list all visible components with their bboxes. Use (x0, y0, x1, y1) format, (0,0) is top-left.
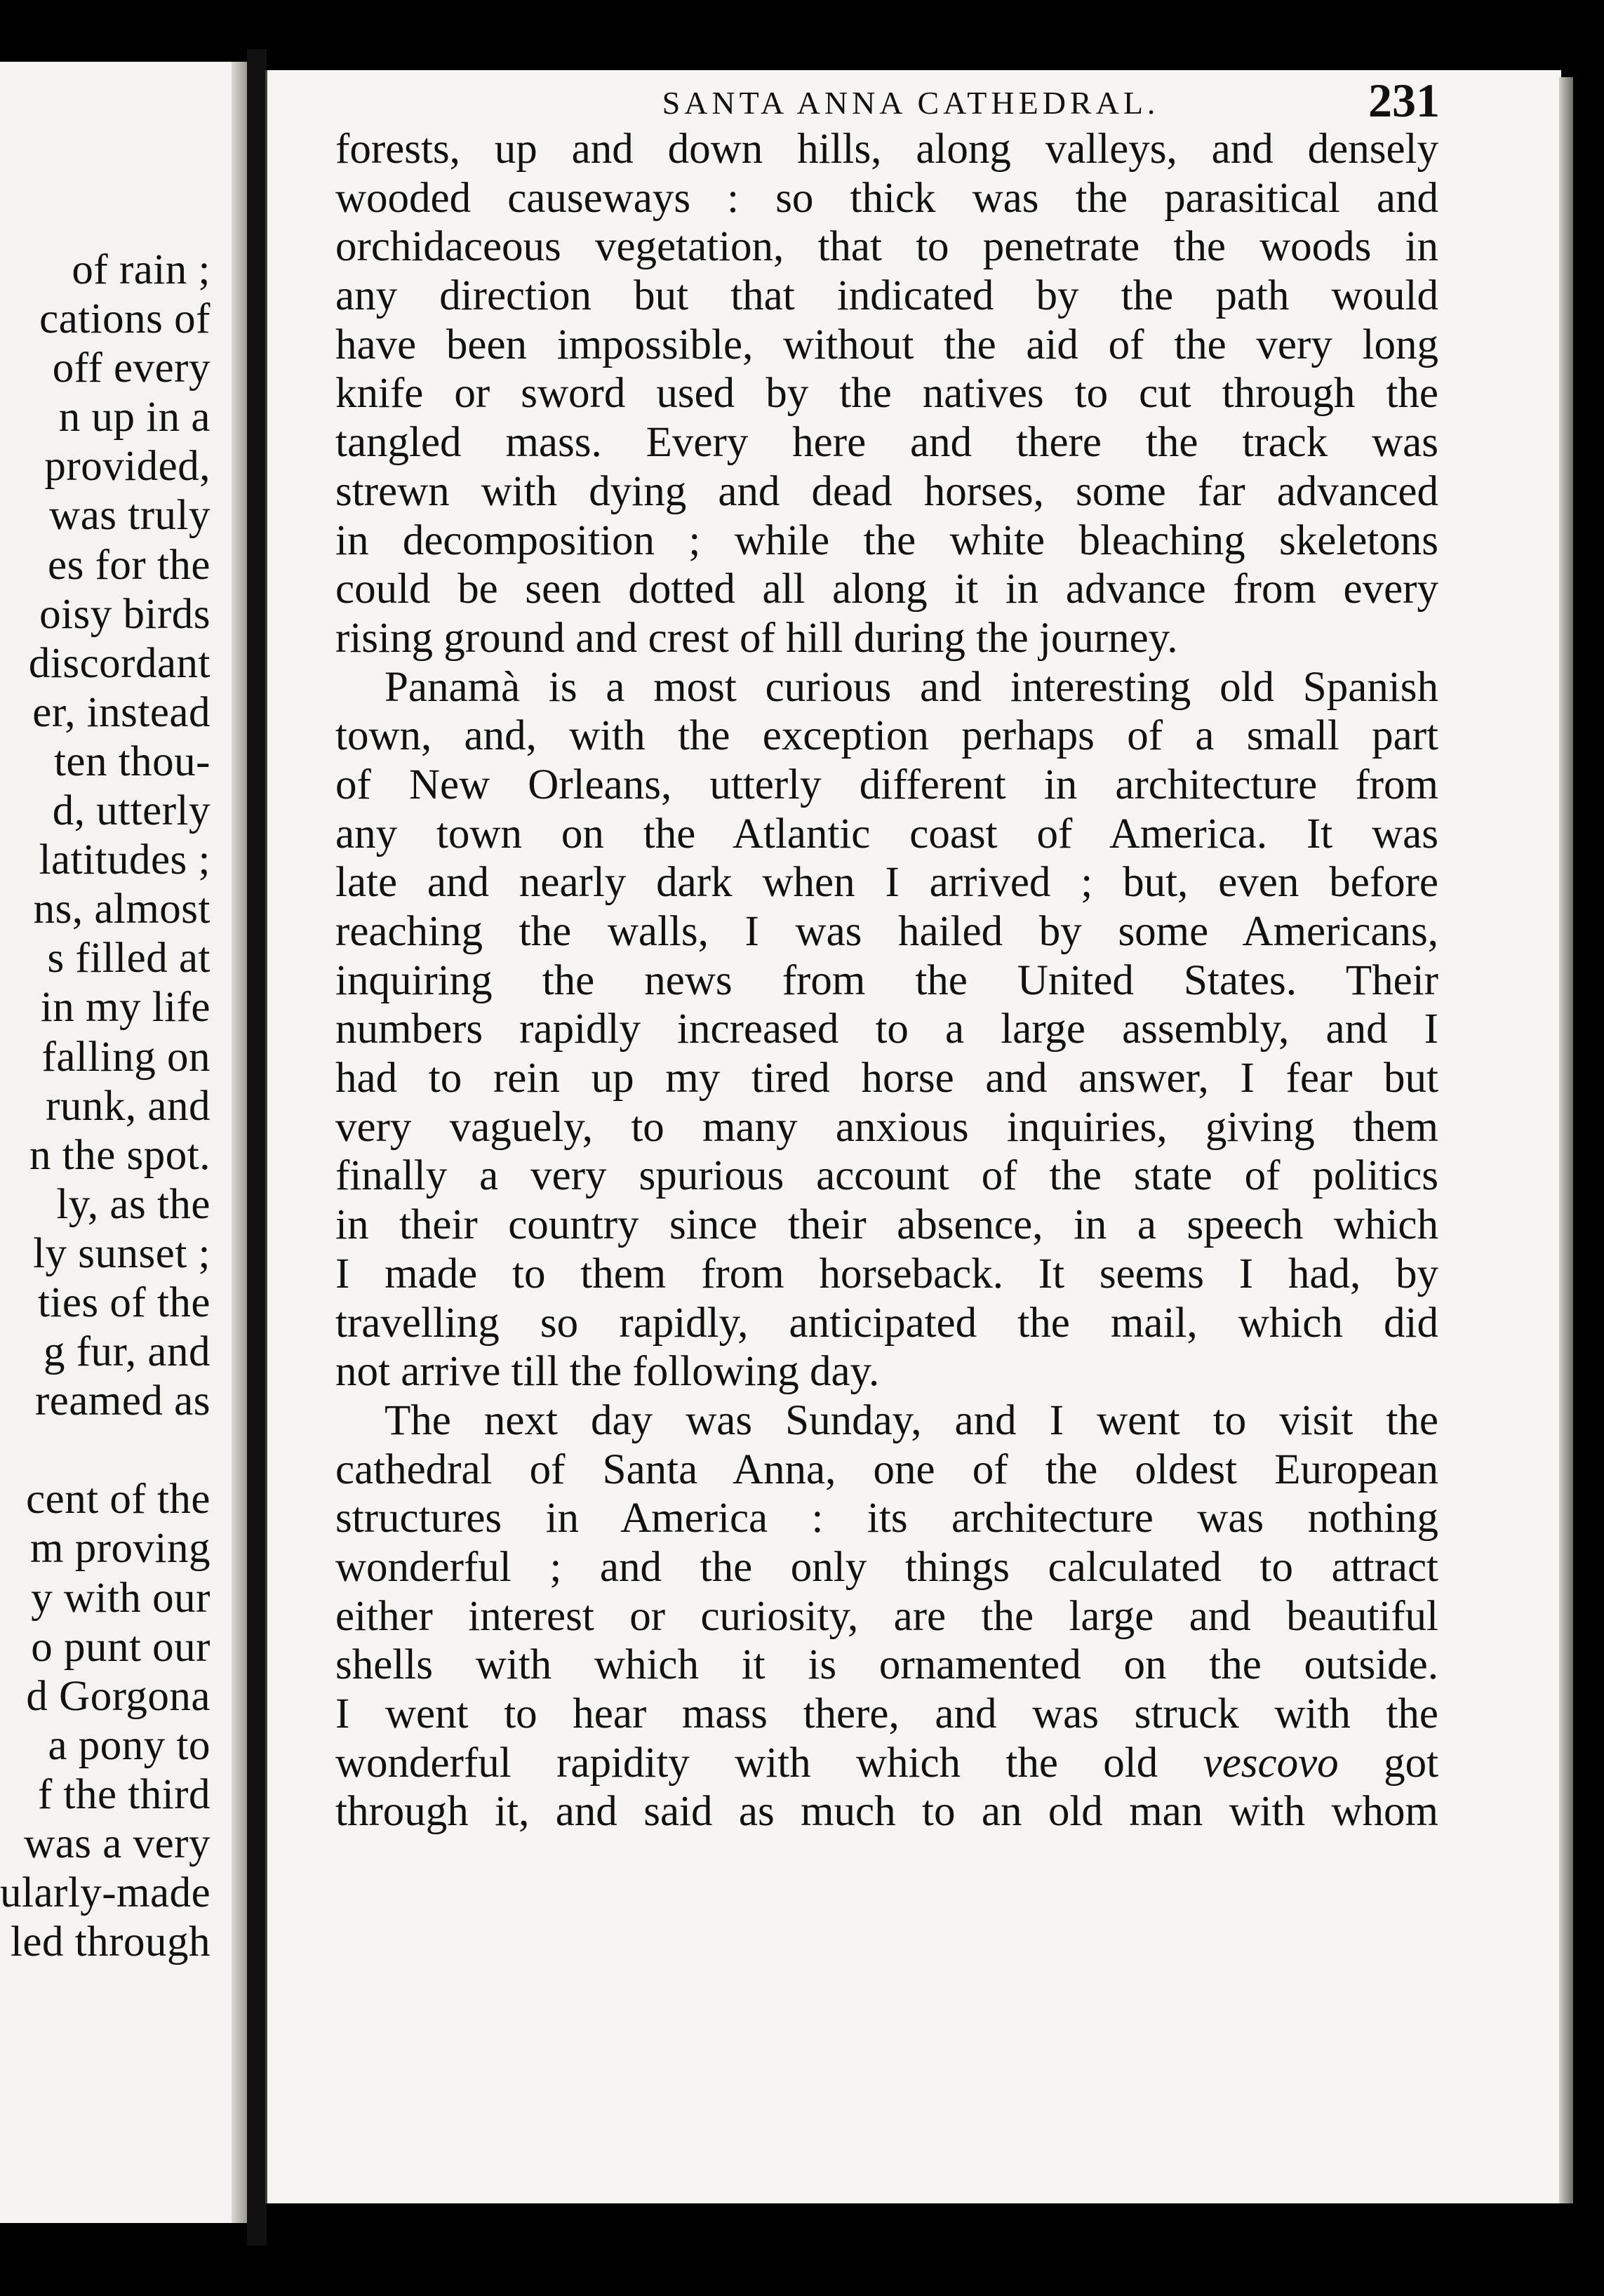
left-page-line: s filled at (47, 935, 210, 982)
text-line: in their country since their absence, in a speech which (335, 1201, 1438, 1249)
left-page-line: oisy birds (39, 590, 210, 638)
text-line: cathedral of Santa Anna, one of the oldest European (335, 1446, 1438, 1493)
text-line: forests, up and down hills, along valleys, and densely (335, 126, 1438, 173)
left-page-line: es for the (48, 541, 210, 589)
left-page (0, 62, 247, 2223)
body-text (335, 125, 1438, 1836)
text-line: town, and, with the exception perhaps of a small part (335, 712, 1438, 760)
left-page-line: y with our (31, 1574, 210, 1622)
left-page-line: ten thou- (53, 737, 210, 785)
text-line: very vaguely, to many anxious inquiries, giving them (335, 1103, 1438, 1151)
left-page-line: d Gorgona (26, 1672, 210, 1720)
left-page-line: cations of (39, 295, 210, 343)
left-page-line: o punt our (31, 1623, 210, 1671)
italic-word: vescovo (1203, 1739, 1339, 1787)
text-line: shells with which it is ornamented on the outside. (335, 1641, 1438, 1689)
left-page-line: provided, (44, 443, 210, 490)
text-line: finally a very spurious account of the state of politics (335, 1152, 1438, 1200)
left-page-line: cent of the (26, 1476, 210, 1523)
left-page-line: ly, as the (56, 1180, 210, 1228)
left-page-line (0, 1426, 210, 1475)
text-line: travelling so rapidly, anticipated the mail, which did (335, 1299, 1438, 1347)
text-line: wonderful ; and the only things calculated to attract (335, 1543, 1438, 1591)
left-page-line: off every (52, 345, 210, 392)
text-line: either interest or curiosity, are the large and beautiful (335, 1592, 1438, 1640)
left-page-line: ularly-made (0, 1869, 210, 1917)
left-page-line: in my life (40, 984, 210, 1032)
text-line: of New Orleans, utterly different in architecture from (335, 761, 1438, 808)
text-line: I went to hear mass there, and was struck with the (335, 1690, 1438, 1737)
left-page-line: discordant (28, 639, 210, 687)
paragraph-start-line: Panamà is a most curious and interesting old Spanish (385, 663, 1438, 711)
left-page-line: ns, almost (33, 886, 210, 933)
text-line: orchidaceous vegetation, that to penetrate the woods in (335, 223, 1438, 271)
text-line: in decomposition ; while the white bleaching skeletons (335, 516, 1438, 564)
text-run: wonderful rapidity with which the old (335, 1739, 1158, 1787)
text-line-with-italic (335, 1739, 1438, 1788)
paragraph-start-line: The next day was Sunday, and I went to visit the (385, 1396, 1438, 1444)
left-page-line: g fur, and (43, 1328, 210, 1376)
left-page-line: was a very (24, 1820, 210, 1867)
text-line: strewn with dying and dead horses, some far advanced (335, 467, 1438, 515)
book-spine (247, 49, 267, 2245)
text-line: knife or sword used by the natives to cut through the (335, 370, 1438, 418)
text-line: I made to them from horseback. It seems I had, by (335, 1250, 1438, 1297)
left-page-text (0, 246, 210, 1967)
left-page-line: runk, and (46, 1082, 210, 1130)
text-line: inquiring the news from the United States. Their (335, 956, 1438, 1004)
text-line: not arrive till the following day. (335, 1348, 880, 1396)
page-number: 231 (1368, 74, 1440, 127)
text-line: could be seen dotted all along it in advance from every (335, 566, 1438, 613)
left-page-line: latitudes ; (39, 836, 210, 884)
left-page-line: falling on (41, 1033, 210, 1081)
text-line: through it, and said as much to an old man with whom (335, 1788, 1438, 1836)
text-line: have been impossible, without the aid of the very long (335, 321, 1438, 368)
text-line: tangled mass. Every here and there the track was (335, 419, 1438, 467)
text-line: structures in America : its architecture was nothing (335, 1495, 1438, 1542)
left-page-line: reamed as (34, 1377, 210, 1425)
left-page-line: n the spot. (29, 1131, 210, 1179)
text-line: had to rein up my tired horse and answer, I fear but (335, 1055, 1438, 1102)
text-line: reaching the walls, I was hailed by some Americans, (335, 908, 1438, 955)
left-page-line: n up in a (58, 394, 210, 441)
text-line: numbers rapidly increased to a large assembly, and I (335, 1006, 1438, 1053)
text-line: any town on the Atlantic coast of America. It was (335, 810, 1438, 857)
left-page-line: a pony to (48, 1721, 210, 1769)
text-line: wooded causeways : so thick was the parasitical and (335, 174, 1438, 222)
left-page-line: m proving (30, 1525, 210, 1573)
running-head: SANTA ANNA CATHEDRAL. (662, 85, 1160, 121)
left-page-line: led through (10, 1918, 210, 1966)
left-page-line: ly sunset ; (33, 1229, 210, 1277)
left-page-line: ties of the (37, 1279, 210, 1326)
left-page-line: of rain ; (72, 246, 210, 293)
left-page-line: d, utterly (52, 787, 210, 835)
left-page-line: was truly (49, 492, 210, 540)
text-line: rising ground and crest of hill during the journey. (335, 614, 1178, 662)
text-run: got (1384, 1739, 1438, 1787)
left-page-gutter-shadow (232, 62, 247, 2223)
right-page-edge (1559, 77, 1573, 2203)
text-line: late and nearly dark when I arrived ; but, even before (335, 859, 1438, 907)
left-page-line: er, instead (32, 688, 210, 736)
left-page-line: f the third (37, 1770, 210, 1818)
text-line: any direction but that indicated by the path would (335, 272, 1438, 320)
